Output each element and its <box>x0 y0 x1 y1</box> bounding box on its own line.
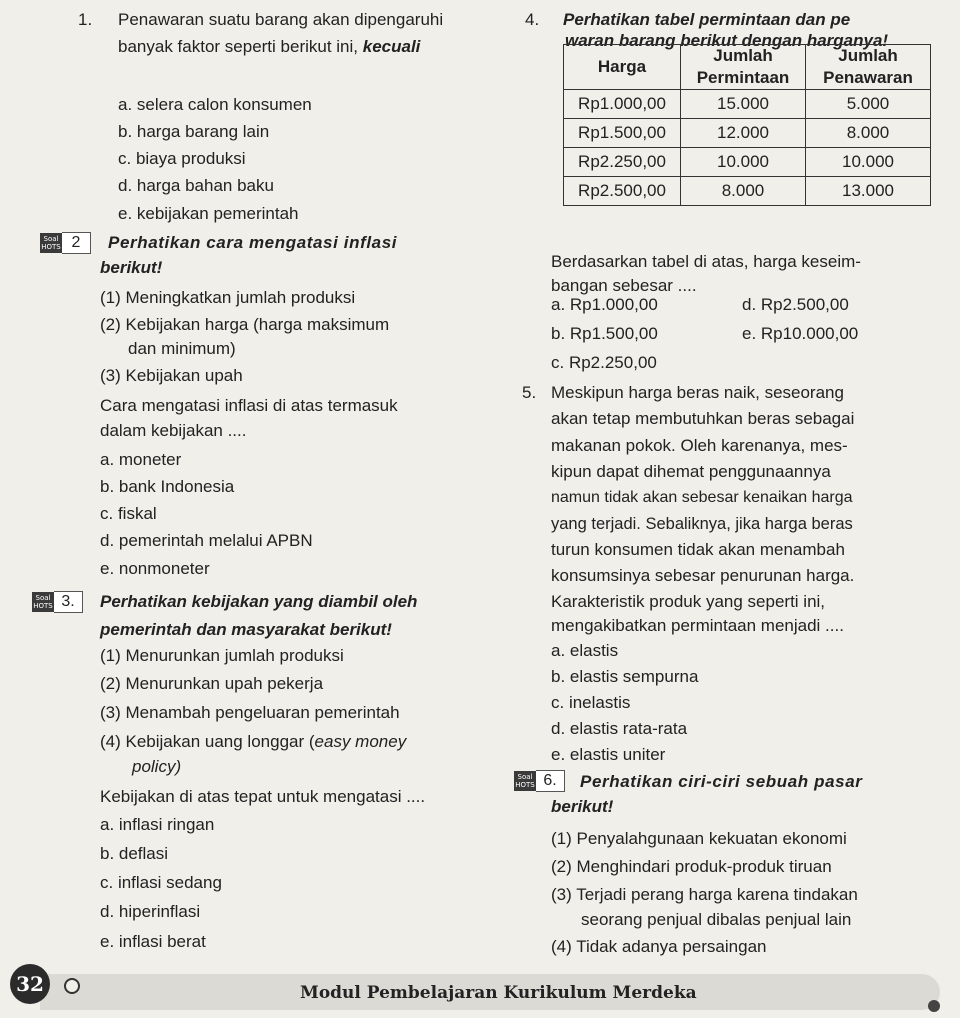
q4-option-b: b. Rp1.500,00 <box>551 324 658 343</box>
q3-badge <box>32 591 83 613</box>
q4-question-line2: bangan sebesar .... <box>551 276 697 295</box>
q6-item-3-cont: seorang penjual dibalas penjual lain <box>581 910 852 929</box>
q5-option-a: a. elastis <box>551 641 619 660</box>
q3-number: 3. <box>54 591 83 613</box>
price-table <box>563 44 931 206</box>
q1-option-d: d. harga bahan baku <box>118 176 274 195</box>
table-cell: 13.000 <box>806 177 931 206</box>
table-cell: 8.000 <box>806 119 931 148</box>
q4-option-c: c. Rp2.250,00 <box>551 353 657 372</box>
table-header-permintaan: Jumlah Permintaan <box>681 45 806 90</box>
q3-stem-line1: Perhatikan kebijakan yang diambil oleh <box>100 592 418 611</box>
q2-option-b: b. bank Indonesia <box>100 477 235 496</box>
q4-question-line1: Berdasarkan tabel di atas, harga keseim- <box>551 252 861 271</box>
q2-number: 2 <box>62 232 91 254</box>
q2-question-line1: Cara mengatasi inflasi di atas termasuk <box>100 396 398 415</box>
q1-stem-line1: Penawaran suatu barang akan dipengaruhi <box>118 10 444 29</box>
table-header-harga: Harga <box>564 45 681 90</box>
q2-item-3: (3) Kebijakan upah <box>100 366 243 385</box>
q2-option-a: a. moneter <box>100 450 182 469</box>
q1-stem-text: banyak faktor seperti berikut ini, <box>118 37 359 56</box>
q3-item-4-italic: easy money <box>314 732 407 751</box>
corner-dot-icon <box>928 1000 940 1012</box>
q4-number: 4. <box>525 10 540 29</box>
hots-badge-icon: Soal HOTS <box>515 773 535 789</box>
q3-option-b: b. deflasi <box>100 844 169 863</box>
table-cell: 5.000 <box>806 90 931 119</box>
q1-number: 1. <box>78 10 93 29</box>
q5-option-b: b. elastis sempurna <box>551 667 699 686</box>
footer-dot-icon <box>64 978 80 994</box>
q1-stem-kecuali: kecuali <box>362 37 421 56</box>
q2-item-2: (2) Kebijakan harga (harga maksimum <box>100 315 390 334</box>
q6-item-2: (2) Menghindari produk-produk tiruan <box>551 857 832 876</box>
table-cell: Rp1.000,00 <box>564 90 681 119</box>
q5-option-c: c. inelastis <box>551 693 631 712</box>
q2-question-line2: dalam kebijakan .... <box>100 421 247 440</box>
q2-stem-line1: Perhatikan cara mengatasi inflasi <box>108 233 398 252</box>
q6-item-1: (1) Penyalahgunaan kekuatan ekonomi <box>551 829 847 848</box>
q2-option-e: e. nonmoneter <box>100 559 210 578</box>
q1-option-c: c. biaya produksi <box>118 149 246 168</box>
q2-item-2-cont: dan minimum) <box>128 339 236 358</box>
q2-option-d: d. pemerintah melalui APBN <box>100 531 313 550</box>
table-row <box>564 119 931 148</box>
q2-stem-line2: berikut! <box>100 258 163 277</box>
q1-option-b: b. harga barang lain <box>118 122 270 141</box>
q5-option-d: d. elastis rata-rata <box>551 719 688 738</box>
q5-line-8: konsumsinya sebesar penurunan harga. <box>551 566 855 585</box>
q5-line-1: Meskipun harga beras naik, seseorang <box>551 383 844 402</box>
q6-badge <box>514 770 565 792</box>
footer-title: Modul Pembelajaran Kurikulum Merdeka <box>300 983 697 1003</box>
hots-badge-icon: Soal HOTS <box>33 594 53 610</box>
table-row <box>564 148 931 177</box>
q6-item-3: (3) Terjadi perang harga karena tindakan <box>551 885 858 904</box>
q4-stem-line1: Perhatikan tabel permintaan dan pe <box>563 10 851 29</box>
q4-option-d: d. Rp2.500,00 <box>742 295 849 314</box>
q5-line-3: makanan pokok. Oleh karenanya, mes- <box>551 436 848 455</box>
table-cell: 8.000 <box>681 177 806 206</box>
q4-option-a: a. Rp1.000,00 <box>551 295 658 314</box>
q2-item-1: (1) Meningkatkan jumlah produksi <box>100 288 356 307</box>
q3-stem-line2: pemerintah dan masyarakat berikut! <box>100 620 392 639</box>
hots-badge-icon: Soal HOTS <box>41 235 61 251</box>
q2-option-c: c. fiskal <box>100 504 157 523</box>
q3-option-e: e. inflasi berat <box>100 932 206 951</box>
q6-stem-line2: berikut! <box>551 797 614 816</box>
q4-stem-line2: waran barang berikut dengan harganya! <box>565 31 889 50</box>
q5-line-5: namun tidak akan sebesar kenaikan harga <box>551 489 853 506</box>
table-cell: 10.000 <box>681 148 806 177</box>
q5-line-4: kipun dapat dihemat penggunaannya <box>551 462 831 481</box>
q1-option-a: a. selera calon konsumen <box>118 95 312 114</box>
page-number: 32 <box>10 964 50 1004</box>
q1-option-e: e. kebijakan pemerintah <box>118 204 299 223</box>
q5-line-9: Karakteristik produk yang seperti ini, <box>551 592 826 611</box>
q2-badge <box>40 232 91 254</box>
q3-option-c: c. inflasi sedang <box>100 873 222 892</box>
table-cell: 12.000 <box>681 119 806 148</box>
q6-number: 6. <box>536 770 565 792</box>
table-cell: 10.000 <box>806 148 931 177</box>
table-row <box>564 90 931 119</box>
q5-line-6: yang terjadi. Sebaliknya, jika harga beras <box>551 515 853 533</box>
q5-line-10: mengakibatkan permintaan menjadi .... <box>551 616 844 635</box>
q3-item-4-text: (4) Kebijakan uang longgar ( <box>100 732 315 751</box>
q5-number: 5. <box>522 383 537 402</box>
q3-item-4-cont: policy) <box>132 757 182 776</box>
table-cell: 15.000 <box>681 90 806 119</box>
q3-item-3: (3) Menambah pengeluaran pemerintah <box>100 703 400 722</box>
q6-item-4: (4) Tidak adanya persaingan <box>551 937 767 956</box>
q5-line-2: akan tetap membutuhkan beras sebagai <box>551 409 855 428</box>
q4-option-e: e. Rp10.000,00 <box>742 324 859 343</box>
q1-stem-line2 <box>118 37 420 57</box>
q6-stem-line1: Perhatikan ciri-ciri sebuah pasar <box>580 772 863 791</box>
q3-item-2: (2) Menurunkan upah pekerja <box>100 674 324 693</box>
table-header-row <box>564 45 931 90</box>
table-cell: Rp1.500,00 <box>564 119 681 148</box>
table-cell: Rp2.500,00 <box>564 177 681 206</box>
q5-option-e: e. elastis uniter <box>551 745 666 764</box>
q3-item-4 <box>100 732 406 752</box>
table-row <box>564 177 931 206</box>
q5-line-7: turun konsumen tidak akan menambah <box>551 540 845 559</box>
q3-option-a: a. inflasi ringan <box>100 815 215 834</box>
q3-item-1: (1) Menurunkan jumlah produksi <box>100 646 344 665</box>
q3-question: Kebijakan di atas tepat untuk mengatasi .... <box>100 787 426 806</box>
table-header-penawaran: Jumlah Penawaran <box>806 45 931 90</box>
table-cell: Rp2.250,00 <box>564 148 681 177</box>
q3-option-d: d. hiperinflasi <box>100 902 201 921</box>
